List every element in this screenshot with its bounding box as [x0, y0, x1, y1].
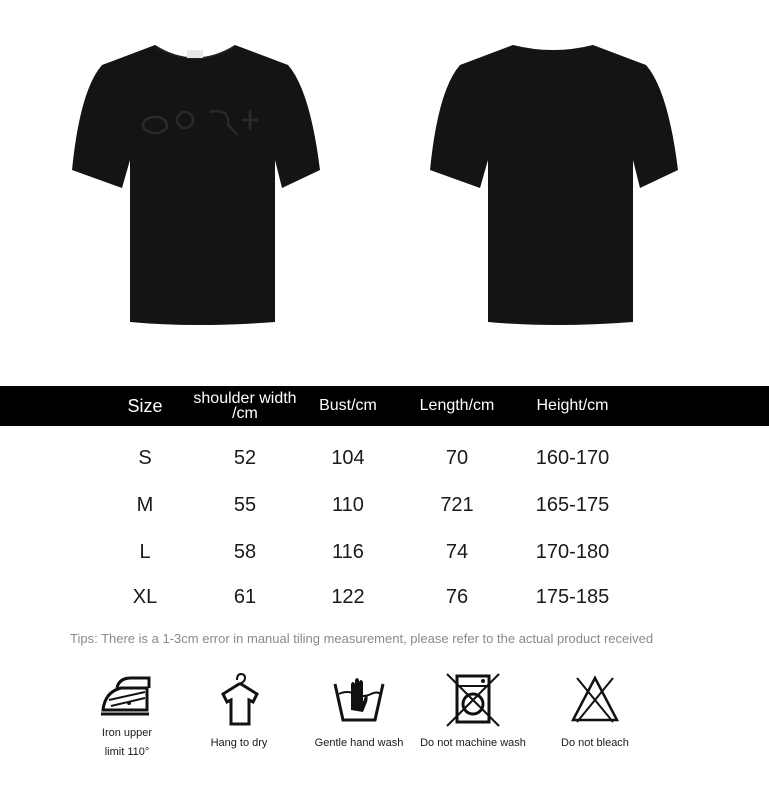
care-item-hand-wash: [294, 670, 424, 753]
tshirt-back-image: [418, 30, 688, 330]
no-bleach-icon: [565, 670, 625, 730]
header-height: Height/cm: [536, 397, 609, 414]
hand-wash-icon: [329, 670, 389, 730]
care-label-hang: Hang to dry: [210, 737, 268, 749]
cell-bust: 110: [332, 493, 364, 516]
cell-bust: 104: [331, 446, 365, 469]
cell-shoulder: 58: [233, 540, 257, 563]
header-size: Size: [127, 395, 163, 416]
cell-size: M: [136, 493, 154, 516]
cell-size: XL: [132, 585, 158, 608]
cell-size: S: [138, 446, 152, 469]
care-label-no-bleach: Do not bleach: [561, 737, 629, 749]
cell-length: 721: [440, 493, 474, 516]
header-bust: Bust/cm: [319, 397, 377, 414]
cell-height: 160-170: [535, 446, 610, 469]
table-row: [0, 485, 769, 525]
hanger-icon: [209, 670, 269, 730]
product-photos: [0, 0, 769, 385]
no-machine-wash-icon: [443, 670, 503, 730]
tshirt-front-image: [60, 30, 330, 330]
table-row: [0, 532, 769, 572]
header-shoulder-line2: /cm: [232, 405, 258, 422]
size-chart-header: [0, 386, 769, 426]
care-item-no-bleach: [530, 670, 660, 753]
table-row: [0, 438, 769, 478]
cell-length: 70: [445, 446, 469, 469]
care-label-iron: Iron upper limit 110°: [101, 727, 153, 758]
cell-shoulder: 52: [233, 446, 257, 469]
cell-bust: 116: [332, 540, 364, 563]
cell-length: 74: [445, 540, 469, 563]
header-length: Length/cm: [419, 397, 495, 414]
cell-shoulder: 55: [233, 493, 257, 516]
cell-height: 165-175: [535, 493, 610, 516]
care-item-hang: [174, 670, 304, 753]
cell-size: L: [139, 540, 151, 563]
header-shoulder-line1: shoulder width: [193, 390, 297, 407]
care-label-no-machine-wash: Do not machine wash: [420, 737, 526, 749]
cell-height: 170-180: [535, 540, 610, 563]
cell-length: 76: [445, 585, 469, 608]
iron-icon: [97, 670, 157, 720]
care-item-iron: [62, 670, 192, 762]
table-row: [0, 577, 769, 617]
cell-height: 175-185: [535, 585, 610, 608]
care-item-no-machine-wash: [408, 670, 538, 753]
cell-bust: 122: [331, 585, 365, 608]
header-shoulder-width: [180, 386, 310, 426]
cell-shoulder: 61: [233, 585, 257, 608]
measurement-tips: Tips: There is a 1-3cm error in manual tiling measurement, please refer to the actual product received: [70, 631, 654, 646]
care-label-hand-wash: Gentle hand wash: [314, 737, 404, 749]
